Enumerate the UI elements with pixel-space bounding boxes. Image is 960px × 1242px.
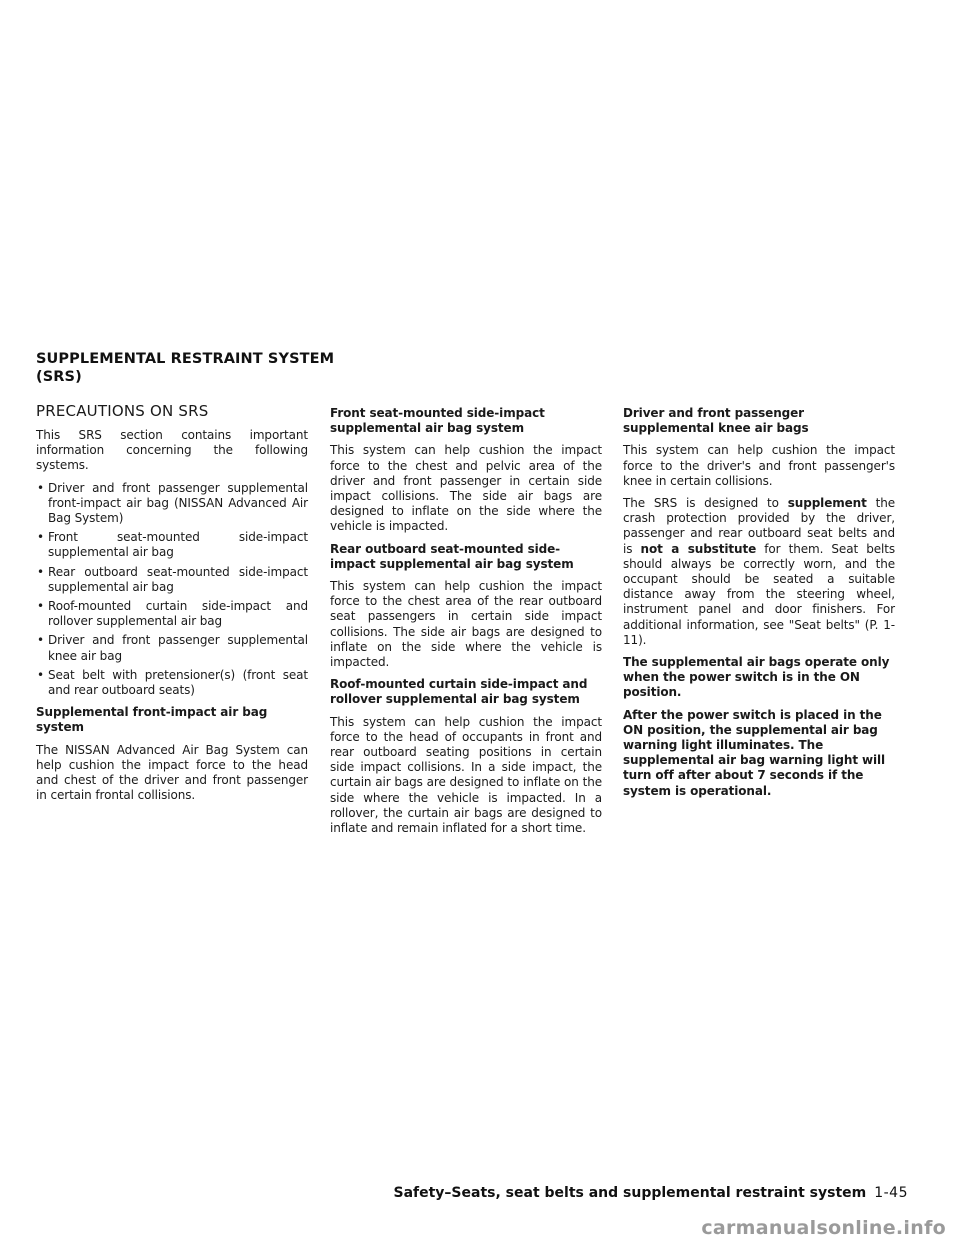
power-switch-warning: The supplemental air bags operate only when the power switch is in the ON position. [623,655,890,700]
column-3 [623,406,895,806]
srs-emphasis-supplement: supplement [787,496,867,511]
rear-side-impact-body: This system can help cushion the impact force to the chest area of the rear outboard seat passengers in certain side impact collisions. The side air bags are designed to inflate on the side where the vehicle is impacted. [330,579,602,670]
column-1 [36,402,308,810]
list-item: • Roof-mounted curtain side-impact and rollover supplemental air bag [36,599,308,629]
front-side-impact-subhead: Front seat-mounted side-impact supplemental air bag system [330,406,545,436]
watermark-text: carmanualsonline.info [701,1217,946,1239]
page-footer [394,1185,909,1201]
precautions-heading: PRECAUTIONS ON SRS [36,402,209,420]
page-number: 1-45 [874,1185,908,1201]
curtain-airbag-body: This system can help cushion the impact force to the head of occupants in front and rear outboard seating positions in certain side impact collisions. In a side impact, the curtain air bags are designed to inflate on the side where the vehicle is impacted. In a rollover, the curtain air bags are designed to inflate and remain inflated for a short time. [330,714,602,836]
front-impact-subhead: Supplemental front-impact air bag system [36,705,268,735]
list-item: • Driver and front passenger supplemental knee air bag [36,633,308,663]
knee-airbag-subhead: Driver and front passenger supplemental knee air bags [623,406,809,436]
rear-side-impact-subhead: Rear outboard seat-mounted side-impact supplemental air bag system [330,541,574,571]
section-title: SUPPLEMENTAL RESTRAINT SYSTEM (SRS) [36,351,335,385]
list-item: • Front seat-mounted side-impact supplemental air bag [36,530,308,560]
list-item: • Driver and front passenger supplemental front-impact air bag (NISSAN Advanced Air Bag System) [36,481,308,527]
watermark-bar [0,1216,960,1242]
warning-light-note: After the power switch is placed in the ON position, the supplemental air bag warning light illuminates. The supplemental air bag warning light will turn off after about 7 seconds if the system is operational. [623,707,886,798]
srs-text-mid: the crash protection provided by the driver, passenger and rear outboard seat belts and is [623,496,895,556]
intro-paragraph: This SRS section contains important information concerning the following systems. [36,428,308,473]
srs-emphasis-not-substitute: not a substitute [640,541,757,556]
front-impact-body: The NISSAN Advanced Air Bag System can help cushion the impact force to the head and chest of the driver and front passenger in certain frontal collisions. [36,742,308,803]
list-item: • Seat belt with pretensioner(s) (front seat and rear outboard seats) [36,668,308,698]
column-2 [330,406,602,843]
srs-supplement-paragraph [623,496,895,648]
curtain-airbag-subhead: Roof-mounted curtain side-impact and rollover supplemental air bag system [330,677,588,707]
front-side-impact-body: This system can help cushion the impact force to the chest and pelvic area of the driver and front passenger in certain side impact collisions. The side air bags are designed to inflate on the side where the vehicle is impacted. [330,443,602,534]
systems-list [36,481,308,699]
srs-text-post: for them. Seat belts should always be correctly worn, and the occupant should be seated a suitable distance away from the steering wheel, instrument panel and door finishers. For additional information, see "Seat belts" (P. 1-11). [623,541,895,647]
srs-text-pre: The SRS is designed to [623,496,788,511]
list-item: • Rear outboard seat-mounted side-impact supplemental air bag [36,565,308,595]
knee-airbag-body: This system can help cushion the impact force to the driver's and front passenger's knee in certain collisions. [623,443,895,488]
chapter-title: Safety–Seats, seat belts and supplemental restraint system [393,1185,867,1201]
